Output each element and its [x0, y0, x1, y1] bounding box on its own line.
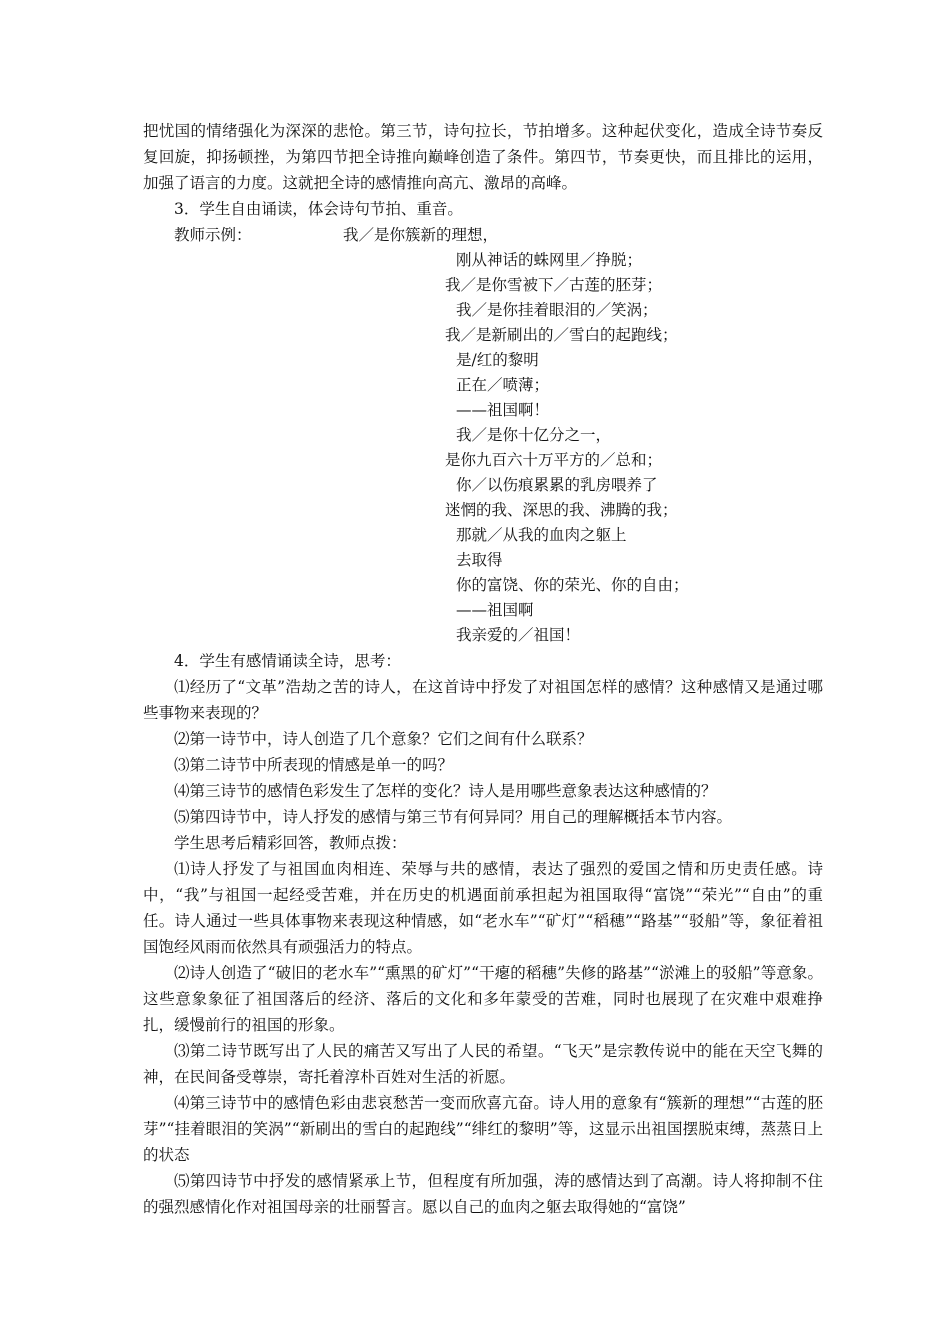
answer-4: ⑷第三诗节中的感情色彩由悲哀愁苦一变而欣喜亢奋。诗人用的意象有“簇新的理想”“古莲的胚芽”“挂着眼泪的笑涡”“新刷出的雪白的起跑线”“绯红的黎明”等，这显示出祖国摆脱束缚，蒸蒸日上的状态	[143, 1094, 823, 1164]
poem-line: 我／是你挂着眼泪的／笑涡；	[456, 301, 658, 319]
question-5: ⑸第四诗节中，诗人抒发的感情与第三节有何异同？用自己的理解概括本节内容。	[174, 808, 733, 826]
poem-line: 迷惘的我、深思的我、沸腾的我；	[445, 501, 678, 519]
answers-intro: 学生思考后精彩回答，教师点拨：	[174, 834, 407, 852]
poem-line: 是/红的黎明	[456, 351, 539, 369]
answer-1: ⑴诗人抒发了与祖国血肉相连、荣辱与共的感情，表达了强烈的爱国之情和历史责任感。诗中，“我”与祖国一起经受苦难，并在历史的机遇面前承担起为祖国取得“富饶”“荣光”“自由”的重任。诗人通过一些具体事物来表现这种情感，如“老水车”“矿灯”“稻穗”“路基”“驳船”等，象征着祖国饱经风雨而依然具有顽强活力的特点。	[143, 860, 823, 956]
poem-line: 你的富饶、你的荣光、你的自由；	[456, 576, 689, 594]
question-2: ⑵第一诗节中，诗人创造了几个意象？它们之间有什么联系？	[174, 730, 593, 748]
answer-2: ⑵诗人创造了“破旧的老水车”“熏黑的矿灯”“干瘪的稻穗”失修的路基”“淤滩上的驳船”等意象。这些意象象征了祖国落后的经济、落后的文化和多年蒙受的苦难，同时也展现了在灾难中艰难挣扎，缓慢前行的祖国的形象。	[143, 964, 823, 1034]
poem-line: ——祖国啊	[456, 601, 534, 619]
poem-line: 是你九百六十万平方的／总和；	[445, 451, 663, 469]
teacher-example-label: 教师示例：	[174, 226, 252, 244]
answer-5: ⑸第四诗节中抒发的感情紧承上节，但程度有所加强，涛的感情达到了高潮。诗人将抑制不住的强烈感情化作对祖国母亲的壮丽誓言。愿以自己的血肉之躯去取得她的“富饶”	[143, 1172, 823, 1216]
question-4: ⑷第三诗节的感情色彩发生了怎样的变化？诗人是用哪些意象表达这种感情的？	[174, 782, 717, 800]
poem-line: 我／是你十亿分之一，	[456, 426, 612, 444]
poem-line: 我／是你雪被下／古莲的胚芽；	[445, 276, 663, 294]
step4-heading: 4．学生有感情诵读全诗，思考：	[174, 652, 401, 670]
question-3: ⑶第二诗节中所表现的情感是单一的吗？	[174, 756, 454, 774]
poem-line: 你／以伤痕累累的乳房喂养了	[456, 476, 658, 494]
poem-line: 我亲爱的／祖国！	[456, 626, 581, 644]
poem-line: 那就／从我的血肉之躯上	[456, 526, 627, 544]
poem-line: 我／是新刷出的／雪白的起跑线；	[445, 326, 678, 344]
answer-3: ⑶第二诗节既写出了人民的痛苦又写出了人民的希望。“飞天”是宗教传说中的能在天空飞舞的神，在民间备受尊崇，寄托着淳朴百姓对生活的祈愿。	[143, 1042, 823, 1086]
poem-line: 我／是你簇新的理想，	[343, 226, 499, 244]
poem-line: 正在／喷薄；	[456, 376, 550, 394]
continuation-paragraph: 把忧国的情绪强化为深深的悲怆。第三节，诗句拉长，节拍增多。这种起伏变化，造成全诗节奏反复回旋，抑扬顿挫，为第四节把全诗推向巅峰创造了条件。第四节，节奏更快，而且排比的运用，加强了语言的力度。这就把全诗的感情推向高亢、激昂的高峰。	[143, 122, 823, 192]
poem-line: 刚从神话的蛛网里／挣脱；	[456, 251, 643, 269]
step3-heading: 3．学生自由诵读，体会诗句节拍、重音。	[174, 200, 463, 218]
question-1: ⑴经历了“文革”浩劫之苦的诗人，在这首诗中抒发了对祖国怎样的感情？这种感情又是通过哪些事物来表现的？	[143, 678, 823, 722]
poem-line: ——祖国啊！	[456, 401, 550, 419]
poem-line: 去取得	[456, 551, 503, 569]
